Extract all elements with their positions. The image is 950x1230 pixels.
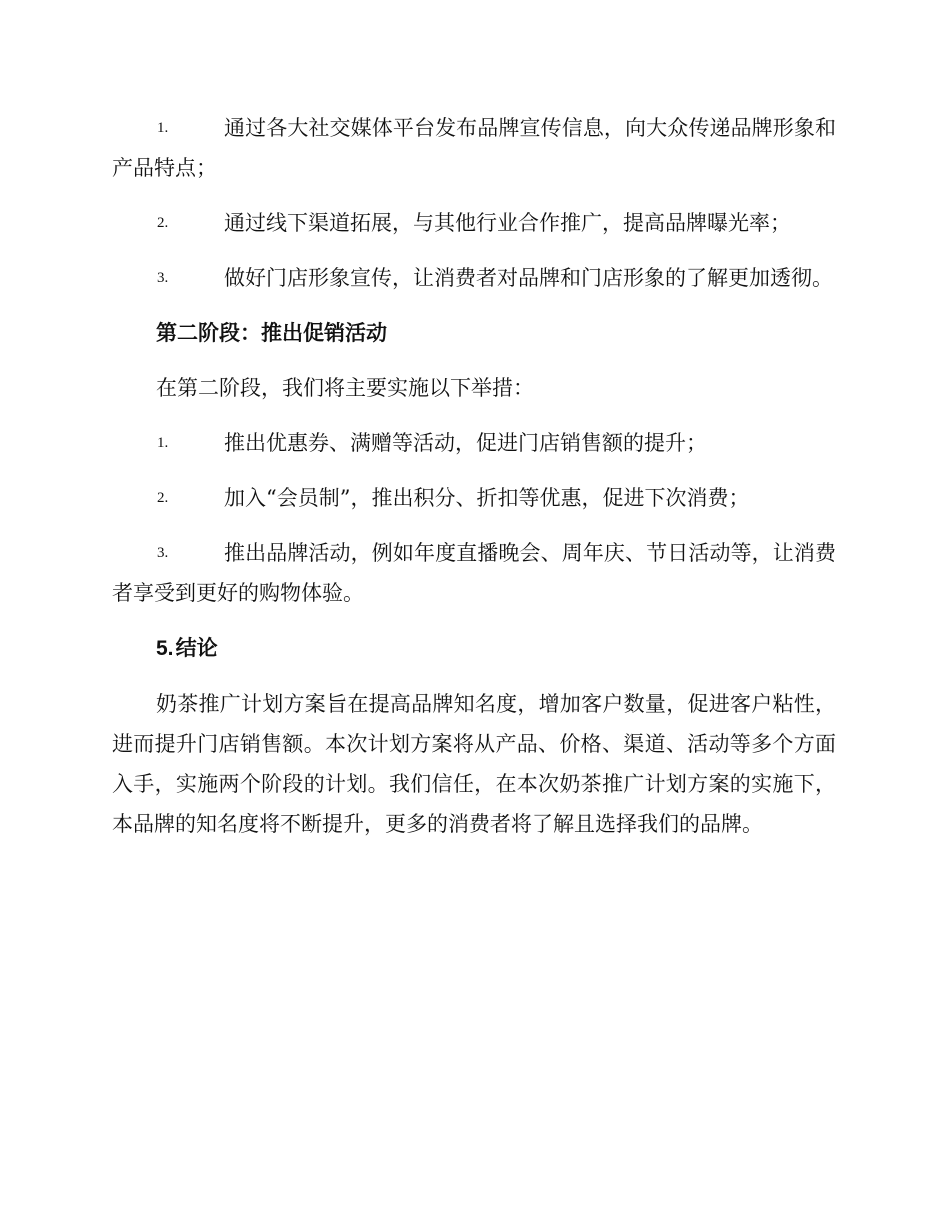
list-item (112, 533, 836, 613)
list-item-text: 做好门店形象宣传，让消费者对品牌和门店形象的了解更加透彻。 (224, 266, 833, 290)
stage2-heading: 第二阶段：推出促销活动 (156, 321, 387, 345)
stage2-intro: 在第二阶段，我们将主要实施以下举措： (156, 376, 534, 400)
list-item (112, 203, 836, 243)
conclusion-heading (112, 628, 836, 669)
document-page (112, 108, 836, 859)
list-item-text: 推出优惠券、满赠等活动，促进门店销售额的提升； (224, 431, 707, 455)
conclusion-body: 奶茶推广计划方案旨在提高品牌知名度，增加客户数量，促进客户粘性，进而提升门店销售额。本次计划方案将从产品、价格、渠道、活动等多个方面入手，实施两个阶段的计划。我们信任，在本次奶茶推广计划方案的实施下，本品牌的知名度将不断提升，更多的消费者将了解且选择我们的品牌。 (112, 692, 836, 836)
list-item (112, 478, 836, 518)
list-item-text: 推出品牌活动，例如年度直播晚会、周年庆、节日活动等，让消费者享受到更好的购物体验。 (112, 541, 836, 605)
list-number: 2. (157, 490, 169, 506)
list-item (112, 423, 836, 463)
list-number: 1. (157, 120, 169, 136)
section-title: 结论 (175, 636, 218, 660)
list-item-text: 通过线下渠道拓展，与其他行业合作推广，提高品牌曝光率； (224, 211, 791, 235)
list-number: 2. (157, 215, 169, 231)
list-item-text: 通过各大社交媒体平台发布品牌宣传信息，向大众传递品牌形象和产品特点； (112, 116, 836, 180)
list-item (112, 108, 836, 188)
list-number: 1. (157, 435, 169, 451)
list-number: 3. (157, 545, 169, 561)
list-item-text: 加入“会员制”，推出积分、折扣等优惠，促进下次消费； (224, 486, 750, 510)
list-number: 3. (157, 270, 169, 286)
list-item (112, 258, 836, 298)
section-number: 5. (156, 637, 174, 660)
